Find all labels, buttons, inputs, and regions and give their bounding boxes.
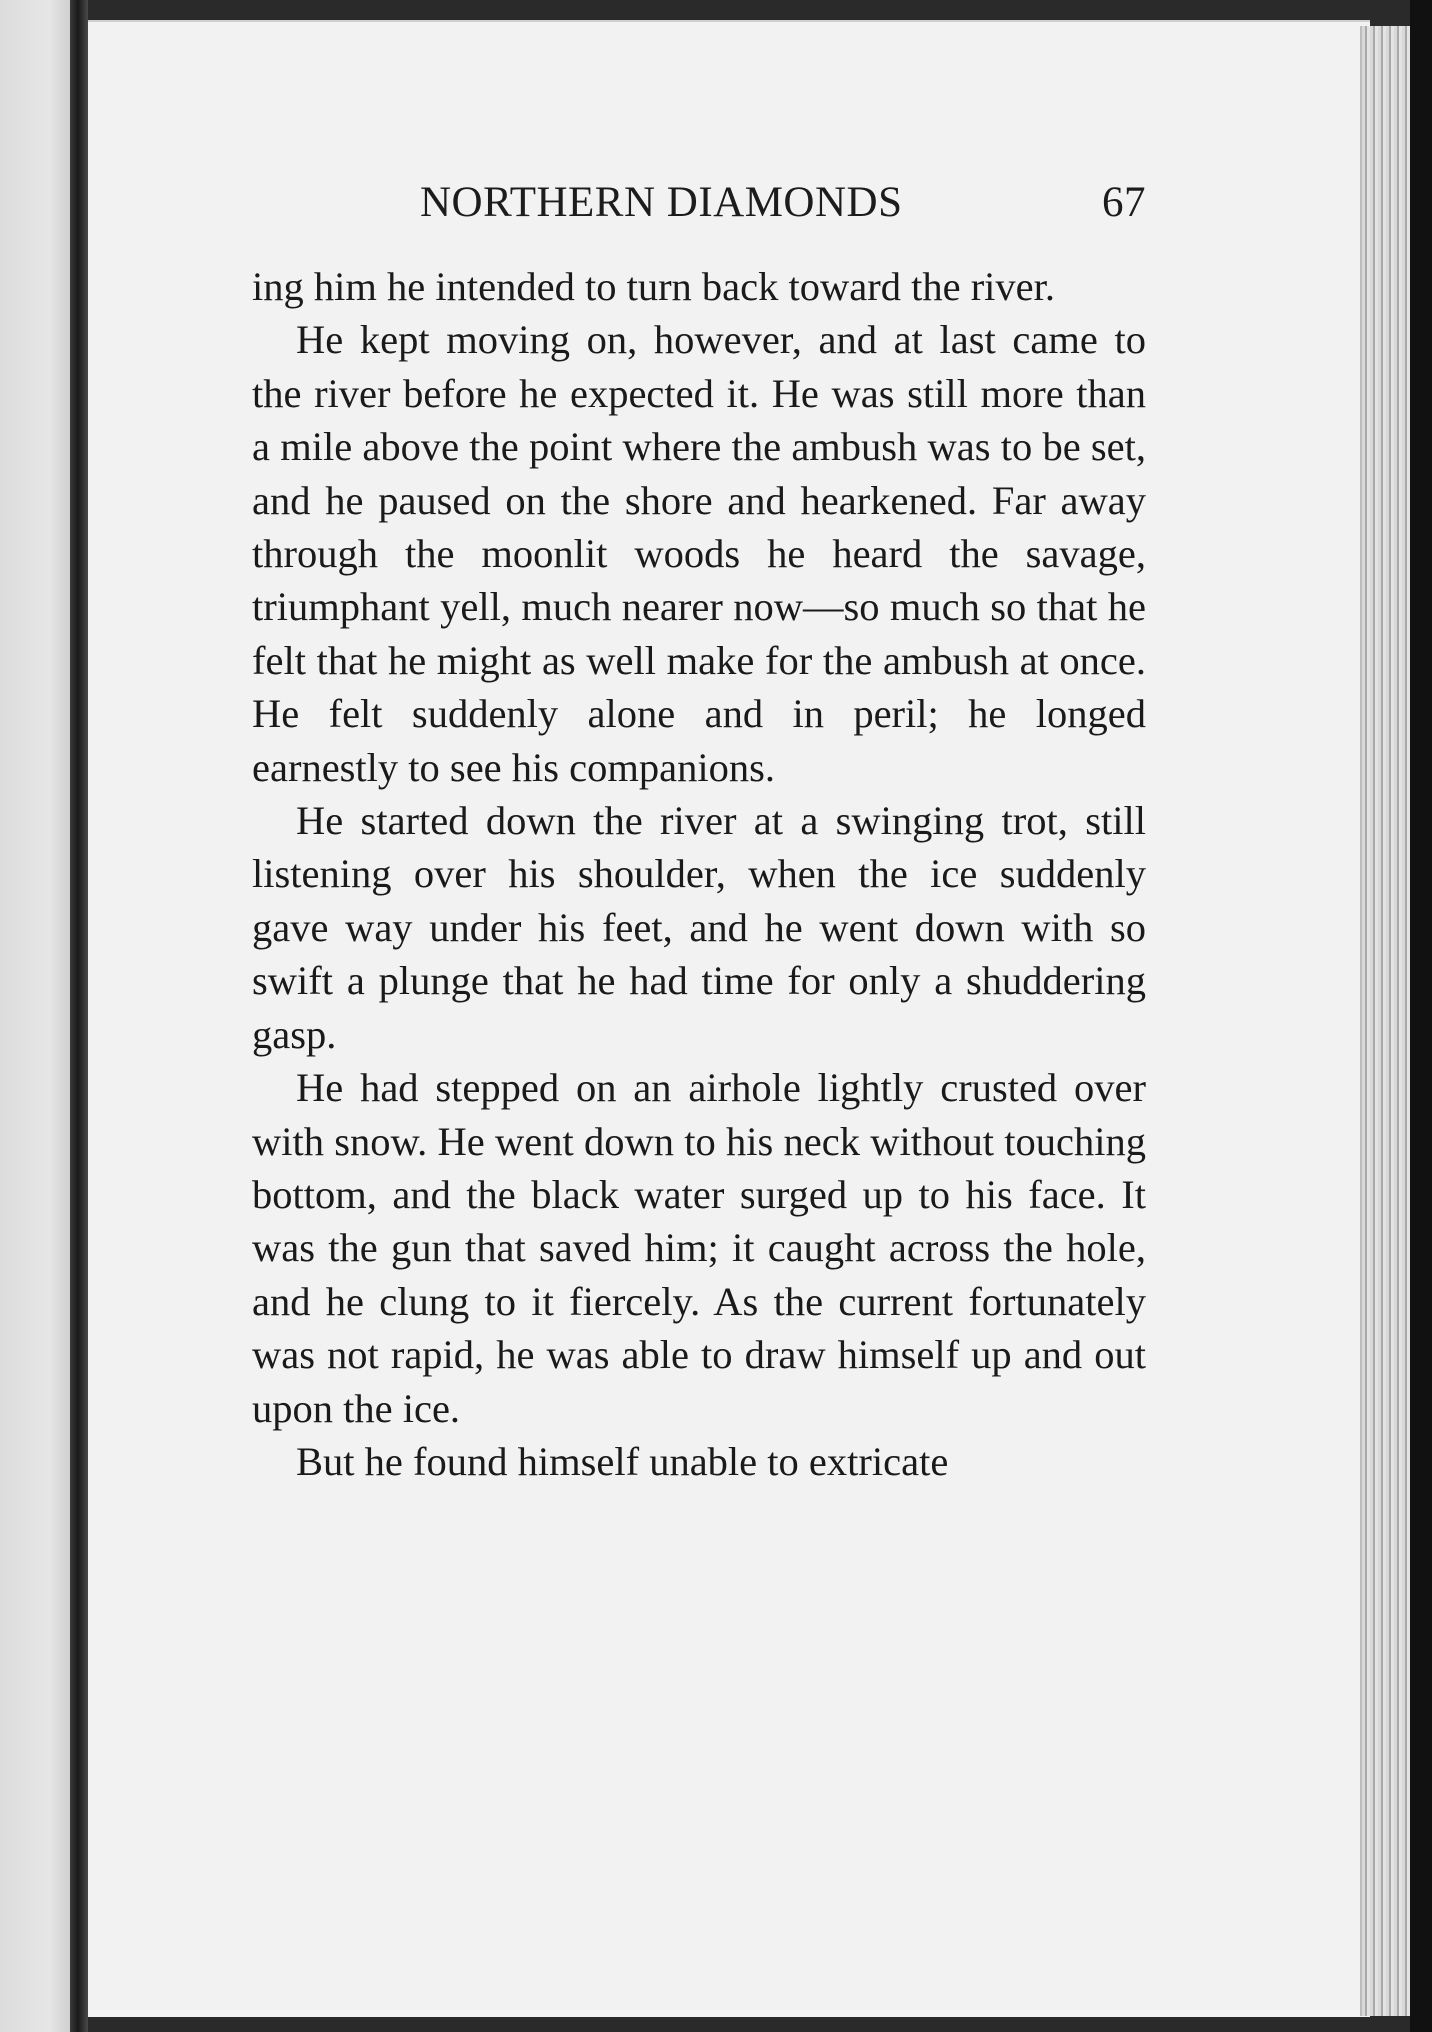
paragraph: He kept moving on, however, and at last came to the river before he expected it. He was still more than a mile above the point where the ambush was to be set, and he paused on the shore and hearkened. Far away through the moonlit woods he heard the savage, triumphant yell, much nearer now—so much so that he felt that he might as well make for the ambush at once. He felt suddenly alone and in peril; he longed earnestly to see his companions.	[252, 317, 1146, 790]
paragraph: He had stepped on an airhole lightly crusted over with snow. He went down to his neck without touching bottom, and the black water surged up to his face. It was the gun that saved him; it caught across the hole, and he clung to it fiercely. As the current fortunately was not rapid, he was able to draw himself up and out upon the ice.	[252, 1065, 1146, 1431]
facing-page-edge	[0, 0, 70, 2032]
paragraph: But he found himself unable to extricate	[296, 1438, 949, 1484]
page-stack-edge	[1360, 26, 1412, 2016]
running-head	[260, 178, 1146, 234]
running-head-title: NORTHERN DIAMONDS	[420, 179, 903, 226]
paragraph: ing him he intended to turn back toward the river.	[252, 264, 1056, 309]
book-gutter	[70, 0, 88, 2032]
body-text	[252, 260, 1146, 1488]
scan-border	[1410, 0, 1432, 2032]
page-number: 67	[1102, 179, 1146, 226]
paragraph: He started down the river at a swinging trot, still listening over his shoulder, when the ice suddenly gave way under his feet, and he went down with so swift a plunge that he had time for only a shuddering gasp.	[252, 798, 1146, 1057]
